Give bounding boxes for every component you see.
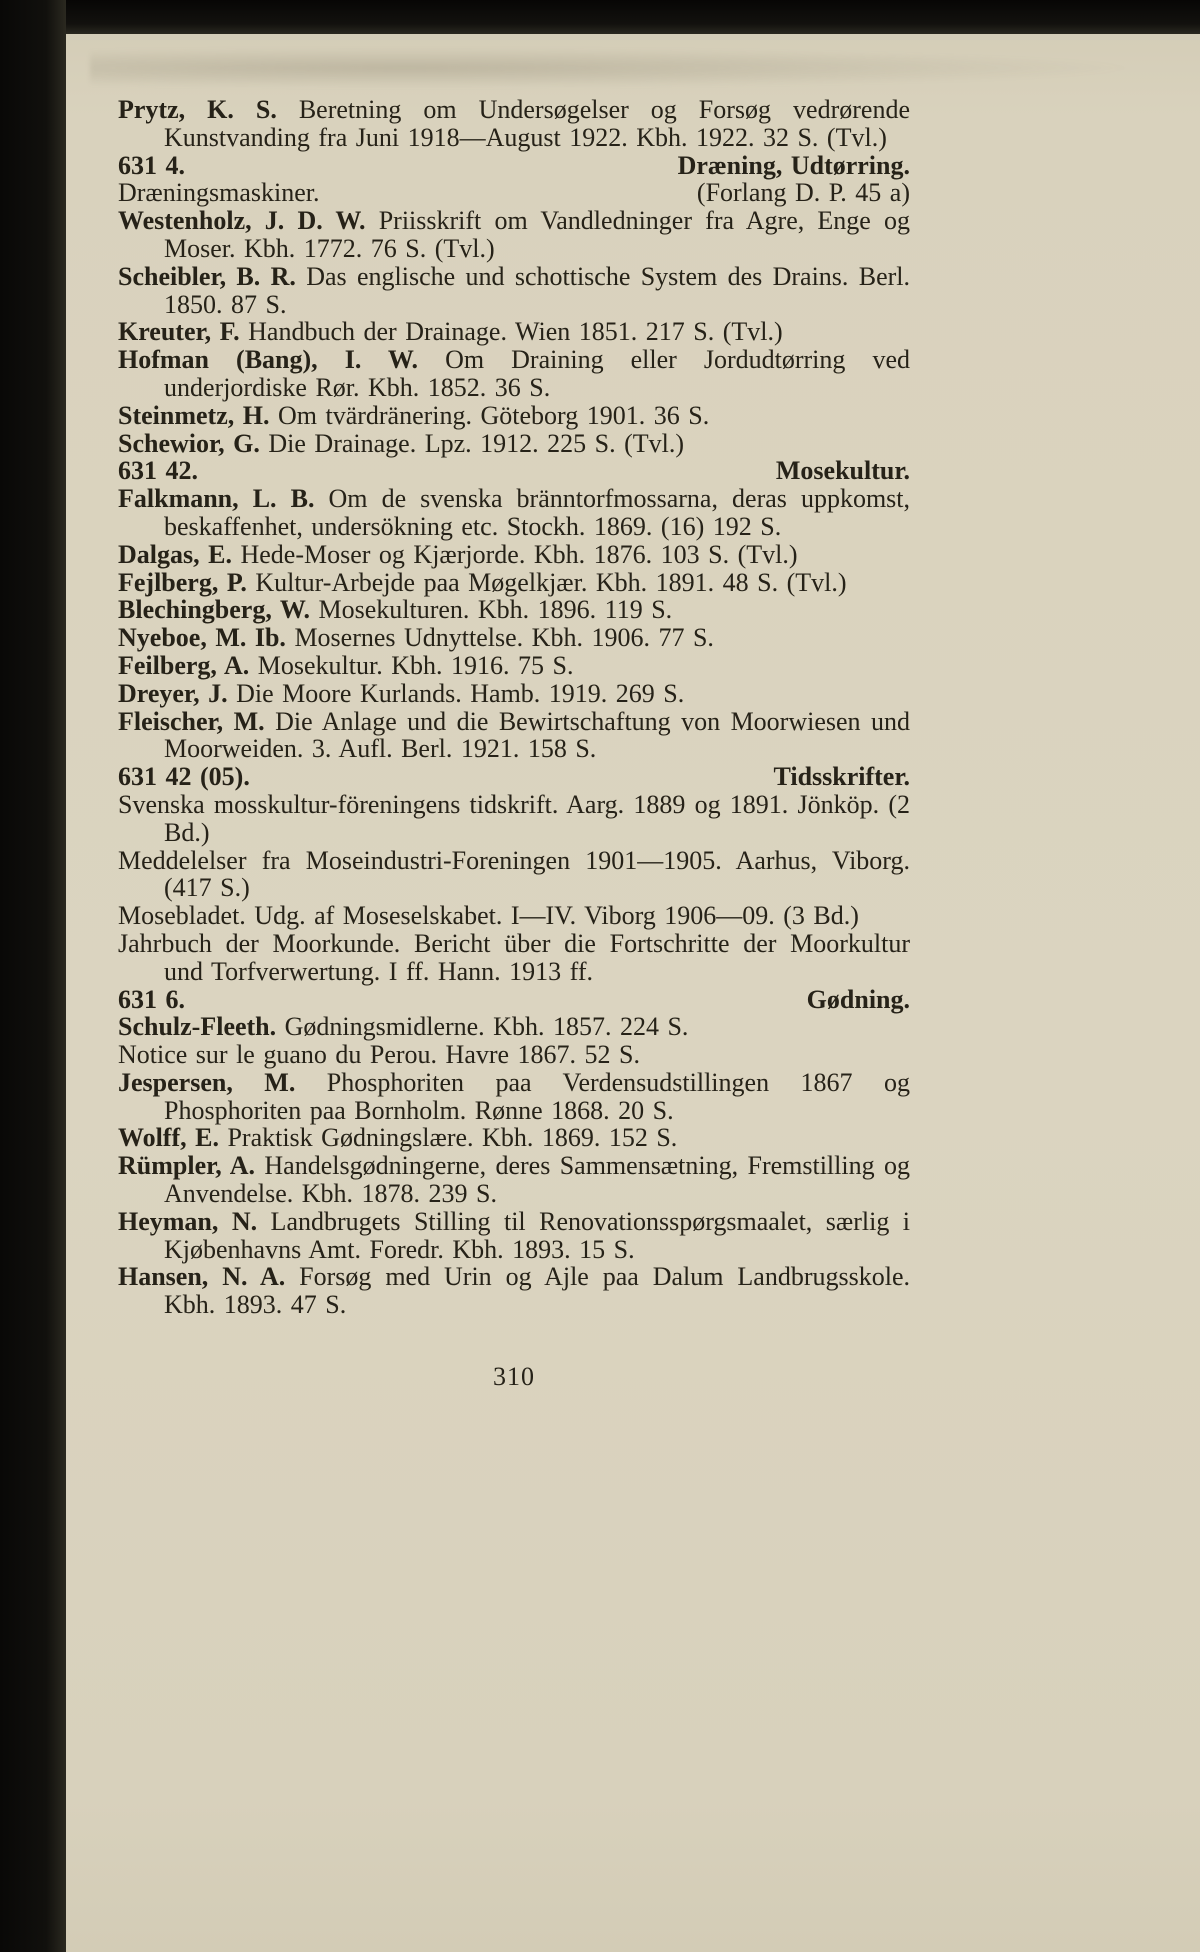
scan-border-left	[0, 0, 66, 1952]
section-title: Gødning.	[806, 984, 910, 1014]
bibliography-entry: Jespersen, M. Phosphoriten paa Verdensudstillingen 1867 og Phosphoriten paa Bornholm. Rønne 1868. 20 S.	[118, 1067, 910, 1125]
section-code: 631 6.	[118, 984, 185, 1014]
entry-author: Kreuter, F.	[118, 317, 240, 347]
entry-author: Steinmetz, H.	[118, 400, 270, 430]
entry-author: Schulz-Fleeth.	[118, 1012, 277, 1042]
bibliography-entry: Jahrbuch der Moorkunde. Bericht über die Fortschritte der Moorkultur und Torfverwertung. I ff. Hann. 1913 ff.	[118, 928, 910, 986]
entry-author: Nyeboe, M. Ib.	[118, 623, 286, 653]
entry-author: Fleischer, M.	[118, 706, 265, 736]
bibliography-entry: Schulz-Fleeth. Gødningsmidlerne. Kbh. 1857. 224 S.	[118, 1012, 689, 1042]
cross-reference-target: (Forlang D. P. 45 a)	[696, 178, 910, 208]
bibliography-entry: Prytz, K. S. Beretning om Undersøgelser og Forsøg vedrørende Kunstvanding fra Juni 1918—August 1922. Kbh. 1922. 32 S. (Tvl.)	[118, 95, 910, 152]
entry-author: Jespersen, M.	[118, 1067, 296, 1097]
bibliography-entry: Rümpler, A. Handelsgødningerne, deres Sammensætning, Fremstilling og Anvendelse. Kbh. 1878. 239 S.	[118, 1151, 910, 1209]
section-heading	[118, 763, 910, 791]
bibliography-entry: Wolff, E. Praktisk Gødningslære. Kbh. 1869. 152 S.	[118, 1123, 678, 1153]
bibliography-entry: Schewior, G. Die Drainage. Lpz. 1912. 225 S. (Tvl.)	[118, 428, 685, 458]
bibliography-entry: Fleischer, M. Die Anlage und die Bewirtschaftung von Moorwiesen und Moorweiden. 3. Aufl. Berl. 1921. 158 S.	[118, 706, 910, 764]
bibliography-entry: Dreyer, J. Die Moore Kurlands. Hamb. 1919. 269 S.	[118, 678, 685, 708]
entry-author: Blechingberg, W.	[118, 595, 310, 625]
entry-author: Rümpler, A.	[118, 1151, 256, 1181]
bibliography-entry: Westenholz, J. D. W. Priisskrift om Vandledninger fra Agre, Enge og Moser. Kbh. 1772. 76 S. (Tvl.)	[118, 206, 910, 263]
section-code: 631 42.	[118, 456, 198, 486]
bibliography-entry: Mosebladet. Udg. af Moseselskabet. I—IV. Viborg 1906—09. (3 Bd.)	[118, 901, 859, 931]
bibliography-entry: Kreuter, F. Handbuch der Drainage. Wien 1851. 217 S. (Tvl.)	[118, 317, 783, 347]
section-title: Mosekultur.	[775, 456, 910, 486]
cross-reference-term: Dræningsmaskiner.	[118, 178, 320, 208]
bibliography-entry: Feilberg, A. Mosekultur. Kbh. 1916. 75 S.	[118, 650, 574, 680]
cross-reference-line	[118, 179, 910, 207]
entry-author: Schewior, G.	[118, 428, 260, 458]
entry-author: Wolff, E.	[118, 1123, 219, 1153]
bibliography-entry: Dalgas, E. Hede-Moser og Kjærjorde. Kbh. 1876. 103 S. (Tvl.)	[118, 539, 798, 569]
page-number: 310	[493, 1362, 535, 1392]
entry-author: Scheibler, B. R.	[118, 261, 296, 291]
section-heading	[118, 457, 910, 485]
entry-author: Hofman (Bang), I. W.	[118, 345, 419, 375]
bibliography-entry: Falkmann, L. B. Om de svenska bränntorfmossarna, deras uppkomst, beskaffenhet, undersökning etc. Stockh. 1869. (16) 192 S.	[118, 484, 911, 541]
bibliography-entry: Scheibler, B. R. Das englische und schottische System des Drains. Berl. 1850. 87 S.	[118, 261, 911, 319]
section-code: 631 4.	[118, 150, 185, 180]
section-title: Dræning, Udtørring.	[677, 150, 910, 180]
bibliography-entry: Meddelelser fra Moseindustri-Foreningen 1901—1905. Aarhus, Viborg. (417 S.)	[118, 845, 910, 903]
entry-author: Falkmann, L. B.	[118, 484, 315, 514]
bibliography-entry: Steinmetz, H. Om tvärdränering. Göteborg 1901. 36 S.	[118, 400, 710, 430]
section-heading	[118, 986, 910, 1014]
bibliography-entry: Hofman (Bang), I. W. Om Draining eller Jordudtørring ved underjordiske Rør. Kbh. 1852. 36 S.	[118, 345, 910, 402]
entry-author: Feilberg, A.	[118, 650, 250, 680]
page-content	[118, 96, 910, 1391]
bibliography-entry: Nyeboe, M. Ib. Mosernes Udnyttelse. Kbh. 1906. 77 S.	[118, 623, 714, 653]
bibliography-entry: Hansen, N. A. Forsøg med Urin og Ajle paa Dalum Landbrugsskole. Kbh. 1893. 47 S.	[118, 1262, 911, 1320]
bibliography-entry: Heyman, N. Landbrugets Stilling til Renovationsspørgsmaalet, særlig i Kjøbenhavns Amt. Foredr. Kbh. 1893. 15 S.	[118, 1206, 910, 1264]
bibliography-entry: Svenska mosskultur-föreningens tidskrift. Aarg. 1889 og 1891. Jönköp. (2 Bd.)	[118, 789, 910, 847]
entry-author: Fejlberg, P.	[118, 567, 247, 597]
entry-author: Hansen, N. A.	[118, 1262, 286, 1292]
scan-border-top	[0, 0, 1200, 34]
bibliography-entry: Fejlberg, P. Kultur-Arbejde paa Møgelkjær. Kbh. 1891. 48 S. (Tvl.)	[118, 567, 847, 597]
bibliography-entry: Notice sur le guano du Perou. Havre 1867. 52 S.	[118, 1040, 641, 1070]
entry-author: Westenholz, J. D. W.	[118, 206, 366, 236]
bibliography-entries	[118, 96, 910, 1319]
entry-author: Heyman, N.	[118, 1206, 258, 1236]
entry-author: Dreyer, J.	[118, 678, 228, 708]
bibliography-entry: Blechingberg, W. Mosekulturen. Kbh. 1896. 119 S.	[118, 595, 673, 625]
entry-author: Prytz, K. S.	[118, 95, 277, 124]
section-code: 631 42 (05).	[118, 762, 250, 792]
entry-author: Dalgas, E.	[118, 539, 232, 569]
section-title: Tidsskrifter.	[773, 762, 910, 792]
scan-smudge	[90, 48, 1140, 88]
section-heading	[118, 152, 910, 180]
